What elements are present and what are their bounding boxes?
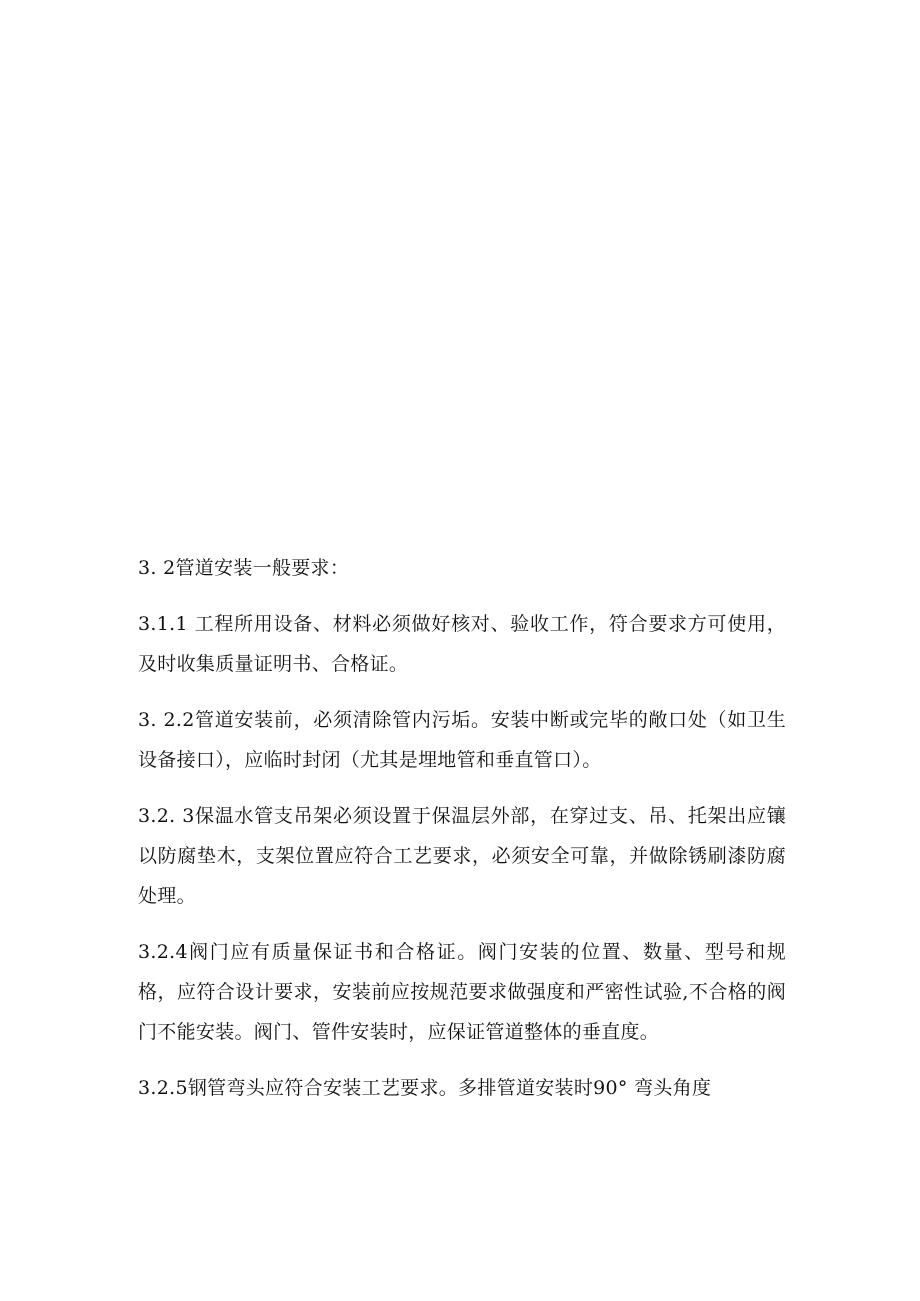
paragraph-3-1-1: 3.1.1 工程所用设备、材料必须做好核对、验收工作，符合要求方可使用，及时收集质量证明书、合格证。 xyxy=(138,613,786,675)
paragraph-3-2-4: 3.2.4阀门应有质量保证书和合格证。阀门安装的位置、数量、型号和规格，应符合设计要求，安装前应按规范要求做强度和严密性试验,不合格的阀门不能安装。阀门、管件安装时，应保证管道整体的垂直度。 xyxy=(138,941,786,1043)
paragraph-3-2-2: 3. 2.2管道安装前，必须清除管内污垢。安装中断或完毕的敞口处（如卫生设备接口），应临时封闭（尤其是埋地管和垂直管口）。 xyxy=(138,709,786,771)
paragraph-3-2-5: 3.2.5钢管弯头应符合安装工艺要求。多排管道安装时90° 弯头角度 xyxy=(138,1077,712,1099)
paragraph-3-2-3: 3.2. 3保温水管支吊架必须设置于保温层外部，在穿过支、吊、托架出应镶以防腐垫木，支架位置应符合工艺要求，必须安全可靠，并做除锈刷漆防腐处理。 xyxy=(138,805,786,907)
document-body xyxy=(138,548,786,1124)
section-heading: 3. 2管道安装一般要求： xyxy=(138,557,350,579)
